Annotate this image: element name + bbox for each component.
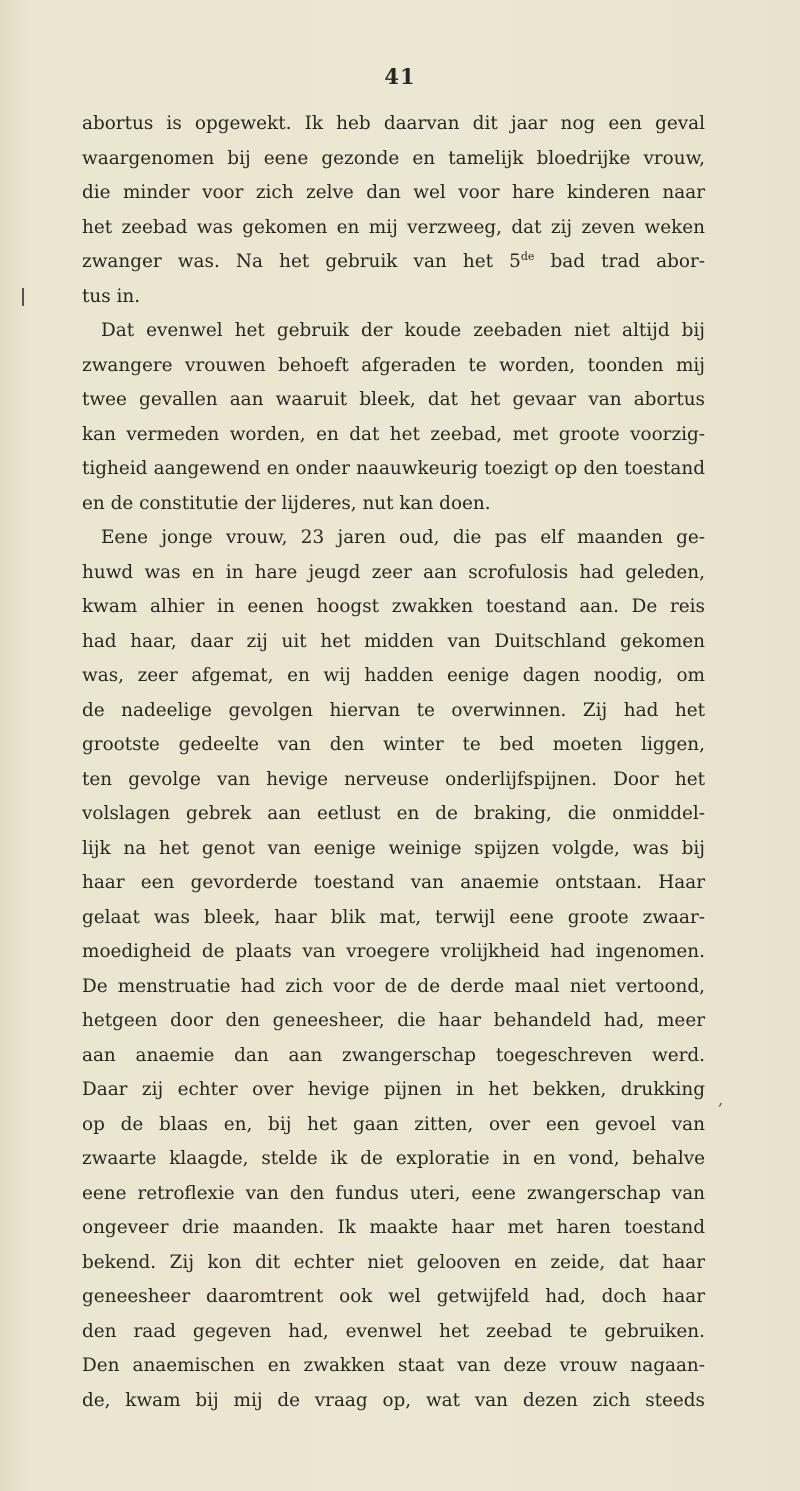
- text-line: en de constitutie der lijderes, nut kan doen.: [82, 492, 491, 514]
- text-line: huwd was en in hare jeugd zeer aan scrofulosis had geleden,: [82, 561, 705, 583]
- text-line: gelaat was bleek, haar blik mat, terwijl eene groote zwaar-: [82, 906, 705, 928]
- text-line: aan anaemie dan aan zwangerschap toegeschreven werd.: [82, 1044, 705, 1066]
- text-line: moedigheid de plaats van vroegere vrolijkheid had ingenomen.: [82, 941, 705, 962]
- page-number: 41: [384, 64, 416, 89]
- text-line: de, kwam bij mij de vraag op, wat van dezen zich steeds: [82, 1389, 705, 1411]
- text-line: eene retroflexie van den fundus uteri, eene zwangerschap van: [82, 1182, 705, 1204]
- text-line: Dat evenwel het gebruik der koude zeebaden niet altijd bij: [101, 320, 705, 341]
- text-line: waargenomen bij eene gezonde en tamelijk bloedrijke vrouw,: [82, 147, 705, 169]
- text-line: op de blaas en, bij het gaan zitten, over een gevoel van: [82, 1113, 705, 1135]
- text-line: had haar, daar zij uit het midden van Duitschland gekomen: [82, 630, 705, 652]
- text-line: volslagen gebrek aan eetlust en de braking, die onmiddel-: [82, 803, 705, 824]
- text-line: den raad gegeven had, evenwel het zeebad te gebruiken.: [82, 1320, 705, 1342]
- text-line: ten gevolge van hevige nerveuse onderlijfspijnen. Door het: [82, 768, 705, 790]
- text-line: bekend. Zij kon dit echter niet gelooven en zeide, dat haar: [82, 1251, 705, 1273]
- text-line: grootste gedeelte van den winter te bed moeten liggen,: [82, 734, 705, 755]
- body-text: [82, 107, 705, 1418]
- text-line: Daar zij echter over hevige pijnen in het bekken, drukking: [82, 1079, 705, 1100]
- text-line: zwaarte klaagde, stelde ik de exploratie in en vond, behalve: [82, 1148, 705, 1169]
- text-line: Den anaemischen en zwakken staat van deze vrouw nagaan-: [82, 1355, 705, 1376]
- text-line: haar een gevorderde toestand van anaemie ontstaan. Haar: [82, 872, 705, 893]
- text-line: kan vermeden worden, en dat het zeebad, met groote voorzig-: [82, 423, 705, 445]
- text-line: tus in.: [82, 285, 141, 307]
- text-line: was, zeer afgemat, en wij hadden eenige dagen noodig, om: [82, 665, 705, 686]
- text-line: die minder voor zich zelve dan wel voor hare kinderen naar: [82, 182, 705, 203]
- text-line: tigheid aangewend en onder naauwkeurig toezigt op den toestand: [82, 458, 705, 479]
- text-line: zwanger was. Na het gebruik van het 5de bad trad abor-: [82, 249, 706, 272]
- text-line: lijk na het genot van eenige weinige spijzen volgde, was bij: [82, 837, 705, 859]
- text-line: Eene jonge vrouw, 23 jaren oud, die pas elf maanden ge-: [101, 527, 705, 548]
- text-line: hetgeen door den geneesheer, die haar behandeld had, meer: [82, 1010, 705, 1031]
- margin-mark: [22, 288, 24, 306]
- text-line: het zeebad was gekomen en mij verzweeg, dat zij zeven weken: [82, 216, 705, 238]
- text-line: De menstruatie had zich voor de de derde maal niet vertoond,: [82, 975, 705, 997]
- text-line: zwangere vrouwen behoeft afgeraden te worden, toonden mij: [82, 354, 705, 376]
- text-line: twee gevallen aan waaruit bleek, dat het gevaar van abortus: [82, 389, 705, 410]
- text-line: kwam alhier in eenen hoogst zwakken toestand aan. De reis: [82, 596, 705, 617]
- text-line: abortus is opgewekt. Ik heb daarvan dit jaar nog een geval: [82, 113, 705, 134]
- margin-comma: ,: [718, 1090, 724, 1109]
- text-line: ongeveer drie maanden. Ik maakte haar met haren toestand: [82, 1217, 705, 1238]
- text-line: geneesheer daaromtrent ook wel getwijfeld had, doch haar: [82, 1286, 705, 1307]
- text-line: de nadeelige gevolgen hiervan te overwinnen. Zij had het: [82, 699, 705, 721]
